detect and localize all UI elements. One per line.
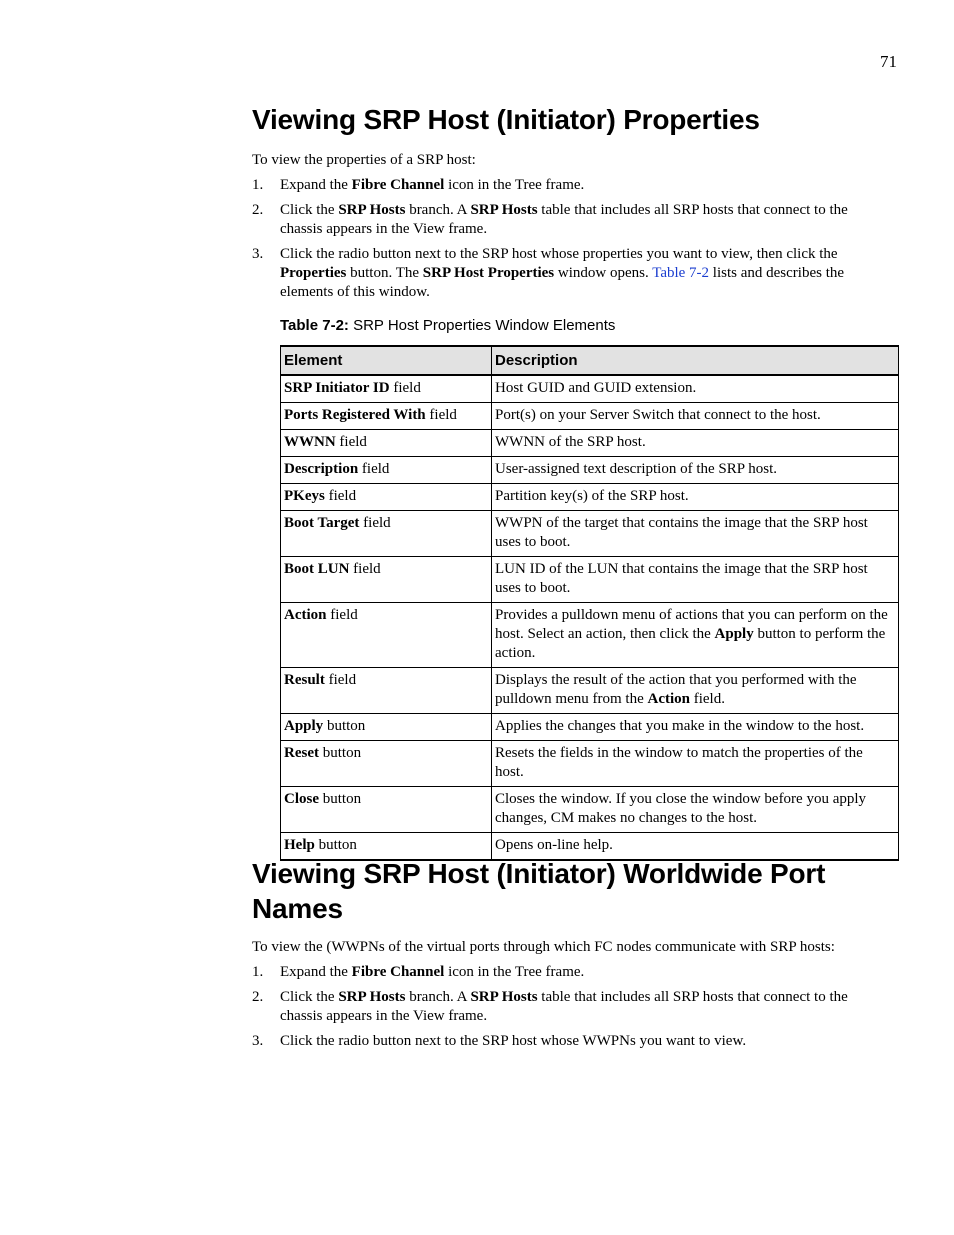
element-kind: field: [358, 461, 390, 477]
element-cell: [281, 511, 492, 557]
table-row: [281, 603, 899, 668]
element-kind: button: [314, 837, 357, 853]
bold-term: SRP Hosts: [470, 989, 538, 1005]
text-run: icon in the Tree frame.: [444, 177, 585, 193]
table-row: [281, 714, 899, 741]
bold-term: SRP Hosts: [470, 202, 538, 218]
description-cell: [492, 603, 899, 668]
element-kind: field: [389, 380, 421, 396]
text-run: button to perform the action.: [495, 626, 886, 661]
table-caption-label: Table 7-2:: [280, 317, 349, 334]
step-text: [280, 246, 844, 300]
element-kind: field: [359, 515, 391, 531]
element-cell: [281, 603, 492, 668]
description-cell: [492, 787, 899, 833]
text-run: button. The: [346, 265, 423, 281]
section-heading-properties: Viewing SRP Host (Initiator) Properties: [252, 104, 760, 135]
text-run: window opens.: [554, 265, 653, 281]
element-name: Close: [284, 791, 319, 807]
element-cell: [281, 484, 492, 511]
element-name: Boot LUN: [284, 561, 350, 577]
step-item: [252, 245, 882, 302]
element-name: WWNN: [284, 434, 336, 450]
element-kind: field: [425, 407, 457, 423]
element-cell: [281, 375, 492, 403]
table-row: [281, 403, 899, 430]
text-run: branch. A: [405, 989, 471, 1005]
element-cell: [281, 787, 492, 833]
bold-term: Action: [647, 691, 690, 707]
text-run: Provides a pulldown menu of actions that you can perform on the host. Select an action, then click the: [495, 607, 888, 642]
table-row: [281, 557, 899, 603]
description-cell: [492, 557, 899, 603]
element-kind: field: [335, 434, 367, 450]
steps-list-wwpns: [252, 963, 882, 1057]
text-run: Host GUID and GUID extension.: [495, 380, 697, 396]
text-run: field.: [689, 691, 725, 707]
bold-term: Fibre Channel: [351, 964, 445, 980]
text-run: Click the radio button next to the SRP host whose properties you want to view, then click the: [280, 246, 838, 262]
table-caption-text: SRP Host Properties Window Elements: [348, 317, 616, 334]
description-cell: [492, 511, 899, 557]
bold-term: Apply: [714, 626, 754, 642]
description-cell: [492, 668, 899, 714]
element-name: Help: [284, 837, 315, 853]
element-kind: field: [326, 607, 358, 623]
text-run: LUN ID of the LUN that contains the image that the SRP host uses to boot.: [495, 561, 868, 596]
element-name: Reset: [284, 745, 319, 761]
text-run: branch. A: [405, 202, 471, 218]
step-text: [280, 964, 584, 980]
element-cell: [281, 457, 492, 484]
text-run: Click the: [280, 202, 339, 218]
text-run: lists and describes the elements of this window.: [280, 265, 845, 300]
step-text: [280, 202, 848, 237]
element-name: Description: [284, 461, 359, 477]
step-number: 3.: [252, 246, 264, 262]
intro-text-wwpns: To view the (WWPNs of the virtual ports through which FC nodes communicate with SRP hosts:: [252, 939, 835, 955]
step-item: [252, 1032, 882, 1051]
bold-term: SRP Host Properties: [422, 265, 555, 281]
bold-term: SRP Hosts: [338, 989, 406, 1005]
description-cell: [492, 714, 899, 741]
text-run: Click the radio button next to the SRP host whose WWPNs you want to view.: [280, 1033, 747, 1049]
element-name: PKeys: [284, 488, 325, 504]
element-kind: field: [324, 672, 357, 688]
text-run: Applies the changes that you make in the window to the host.: [495, 718, 865, 734]
step-number: 2.: [252, 202, 264, 218]
section-heading-wwpns: Viewing SRP Host (Initiator) Worldwide Port Names: [252, 858, 826, 924]
table-row: [281, 484, 899, 511]
elements-table: [280, 345, 899, 861]
text-run: Expand the: [280, 964, 352, 980]
element-kind: button: [318, 745, 362, 761]
bold-term: SRP Hosts: [338, 202, 406, 218]
step-item: [252, 963, 882, 982]
text-run: WWPN of the target that contains the image that the SRP host uses to boot.: [495, 515, 868, 550]
table-row: [281, 430, 899, 457]
element-kind: field: [324, 488, 357, 504]
text-run: Expand the: [280, 177, 352, 193]
step-text: [280, 177, 584, 193]
element-kind: field: [349, 561, 381, 577]
element-cell: [281, 668, 492, 714]
element-name: Boot Target: [284, 515, 360, 531]
table-row: [281, 457, 899, 484]
description-cell: [492, 484, 899, 511]
description-cell: [492, 430, 899, 457]
steps-list-properties: [252, 176, 882, 308]
table-caption: [280, 316, 615, 335]
table-row: [281, 668, 899, 714]
text-run: Resets the fields in the window to match the properties of the host.: [495, 745, 863, 780]
header-element: Element: [281, 346, 492, 375]
text-run: table that includes all SRP hosts that connect to the chassis appears in the View frame.: [280, 989, 848, 1024]
text-run: Opens on-line help.: [495, 837, 613, 853]
table-row: [281, 375, 899, 403]
step-number: 1.: [252, 177, 264, 193]
table-reference-link[interactable]: Table 7-2: [652, 265, 710, 281]
element-name: Action: [284, 607, 327, 623]
table-row: [281, 741, 899, 787]
step-number: 2.: [252, 989, 264, 1005]
description-cell: [492, 741, 899, 787]
text-run: Displays the result of the action that you performed with the pulldown menu from the: [495, 672, 857, 707]
element-cell: [281, 557, 492, 603]
element-cell: [281, 741, 492, 787]
step-number: 1.: [252, 964, 264, 980]
element-cell: [281, 403, 492, 430]
table-row: [281, 511, 899, 557]
element-name: Ports Registered With: [284, 407, 426, 423]
text-run: icon in the Tree frame.: [444, 964, 585, 980]
table-row: [281, 787, 899, 833]
bold-term: Properties: [280, 265, 347, 281]
table-header-row: [281, 346, 899, 375]
element-name: Apply: [284, 718, 324, 734]
intro-text-properties: To view the properties of a SRP host:: [252, 152, 476, 168]
bold-term: Fibre Channel: [351, 177, 445, 193]
step-item: [252, 176, 882, 195]
element-name: Result: [284, 672, 325, 688]
description-cell: [492, 375, 899, 403]
element-kind: button: [323, 718, 366, 734]
text-run: Port(s) on your Server Switch that connect to the host.: [495, 407, 821, 423]
text-run: Closes the window. If you close the window before you apply changes, CM makes no changes to the host.: [495, 791, 867, 826]
text-run: WWNN of the SRP host.: [495, 434, 646, 450]
description-cell: [492, 457, 899, 484]
step-number: 3.: [252, 1033, 264, 1049]
text-run: Click the: [280, 989, 339, 1005]
step-text: [280, 989, 848, 1024]
element-name: SRP Initiator ID: [284, 380, 390, 396]
element-cell: [281, 714, 492, 741]
element-kind: button: [319, 791, 362, 807]
step-text: [280, 1033, 746, 1049]
text-run: Partition key(s) of the SRP host.: [495, 488, 689, 504]
header-description: Description: [492, 346, 899, 375]
step-item: [252, 988, 882, 1026]
text-run: User-assigned text description of the SRP host.: [495, 461, 778, 477]
step-item: [252, 201, 882, 239]
element-cell: [281, 430, 492, 457]
description-cell: [492, 403, 899, 430]
page-number: 71: [880, 52, 897, 71]
text-run: table that includes all SRP hosts that connect to the chassis appears in the View frame.: [280, 202, 848, 237]
